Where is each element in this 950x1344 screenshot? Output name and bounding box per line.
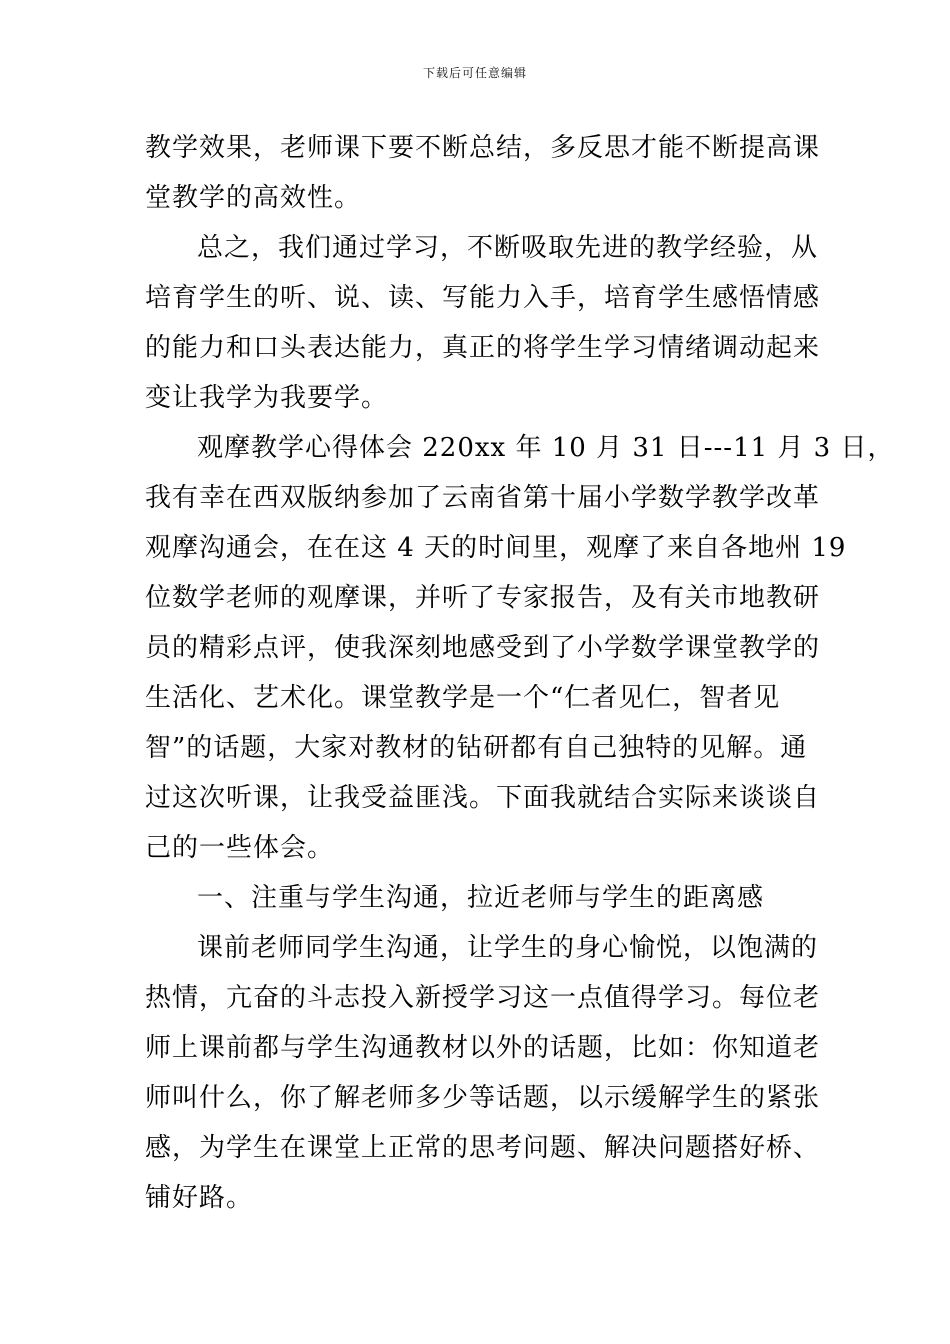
text-line: 己的一些体会。 xyxy=(145,833,335,863)
text-line: 培育学生的听、说、读、写能力入手，培育学生感悟情感 xyxy=(145,283,821,313)
paragraph-first-line: 总之，我们通过学习，不断吸取先进的教学经验，从 xyxy=(197,233,819,263)
text-line: 员的精彩点评，使我深刻地感受到了小学数学课堂教学的 xyxy=(145,633,821,663)
text-line: 师上课前都与学生沟通教材以外的话题，比如：你知道老 xyxy=(145,1033,821,1063)
text-line: 教学效果，老师课下要不断总结，多反思才能不断提高课 xyxy=(145,133,821,163)
text-line: 堂教学的高效性。 xyxy=(145,183,362,213)
text-line: 智”的话题，大家对教材的钻研都有自己独特的见解。通 xyxy=(145,733,808,763)
text-line: 变让我学为我要学。 xyxy=(145,383,389,413)
text-line: 感，为学生在课堂上正常的思考问题、解决问题搭好桥、 xyxy=(145,1133,821,1163)
section-heading: 一、注重与学生沟通，拉近老师与学生的距离感 xyxy=(197,883,765,913)
text-line: 的能力和口头表达能力，真正的将学生学习情绪调动起来 xyxy=(145,333,821,363)
paragraph-first-line: 观摩教学心得体会 220xx 年 10 月 31 日---11 月 3 日， xyxy=(197,433,895,463)
page-header: 下载后可任意编辑 xyxy=(422,66,527,80)
text-line: 过这次听课，让我受益匪浅。下面我就结合实际来谈谈自 xyxy=(145,783,821,813)
paragraph-first-line: 课前老师同学生沟通，让学生的身心愉悦，以饱满的 xyxy=(197,933,819,963)
text-line: 位数学老师的观摩课，并听了专家报告，及有关市地教研 xyxy=(145,583,821,613)
text-line: 我有幸在西双版纳参加了云南省第十届小学数学教学改革 xyxy=(145,483,821,513)
text-line: 师叫什么，你了解老师多少等话题，以示缓解学生的紧张 xyxy=(145,1083,821,1113)
text-line: 生活化、艺术化。课堂教学是一个“仁者见仁，智者见 xyxy=(145,683,781,713)
text-line: 热情，亢奋的斗志投入新授学习这一点值得学习。每位老 xyxy=(145,983,821,1013)
text-line: 观摩沟通会，在在这 4 天的时间里，观摩了来自各地州 19 xyxy=(145,533,847,563)
text-line: 铺好路。 xyxy=(145,1183,254,1213)
